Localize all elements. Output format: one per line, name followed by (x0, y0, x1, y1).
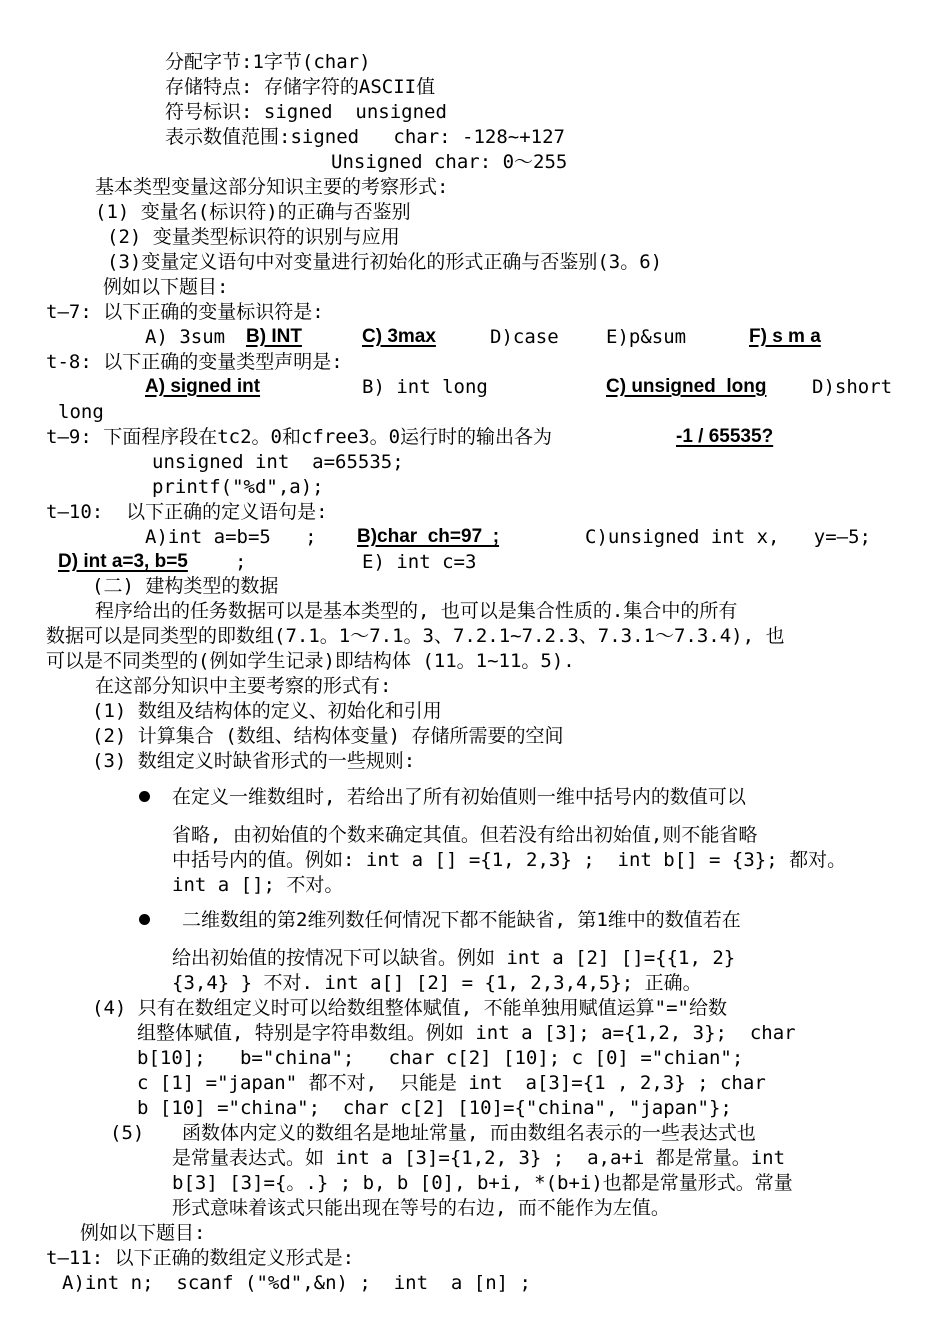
q10-option-d: D) int a=3, b=5 (58, 551, 188, 572)
text-line: int a []; 不对。 (172, 874, 344, 896)
q7-option-b: B) INT (246, 326, 302, 347)
text-line: b[3] [3]={。.} ; b, b [0], b+i, *(b+i)也都是常量形式。常量 (172, 1172, 793, 1194)
q10-option-d-semicolon: ; (235, 551, 247, 573)
bullet-icon (139, 791, 150, 802)
text-line: long (58, 401, 104, 423)
text-line: 可以是不同类型的(例如学生记录)即结构体 (11。1~11。5). (46, 650, 575, 672)
code-line: printf("%d",a); (152, 476, 324, 498)
q10-option-a: A)int a=b=5 ; (145, 526, 317, 548)
q8-option-b: B) int long (362, 376, 488, 398)
section-heading: (二) 建构类型的数据 (92, 575, 279, 597)
text-line: c [1] ="japan" 都不对, 只能是 int a[3]={1 , 2,3} ; char (137, 1072, 766, 1094)
question-heading: t—10: 以下正确的定义语句是: (46, 501, 328, 523)
question-heading: t—9: 下面程序段在tc2。0和cfree3。0运行时的输出各为 (46, 426, 553, 448)
q10-option-c: C)unsigned int x, y=—5; (585, 526, 871, 548)
question-heading: t—7: 以下正确的变量标识符是: (46, 301, 324, 323)
text-line: 基本类型变量这部分知识主要的考察形式: (95, 176, 449, 198)
list-item: (1) 数组及结构体的定义、初始化和引用 (92, 700, 442, 722)
text-line: 组整体赋值, 特别是字符串数组。例如 int a [3]; a={1,2, 3}; char (137, 1022, 796, 1044)
q7-option-f: F) s m a (749, 326, 821, 347)
q10-option-b: B)char ch=97 ; (357, 526, 500, 547)
text-line: {3,4} } 不对. int a[] [2] = {1, 2,3,4,5}; 正确。 (172, 972, 702, 994)
text-line: 在这部分知识中主要考察的形式有: (95, 675, 392, 697)
q8-option-c: C) unsigned long (606, 376, 767, 397)
text-line: 形式意味着该式只能出现在等号的右边, 而不能作为左值。 (172, 1197, 670, 1219)
question-heading: t-8: 以下正确的变量类型声明是: (46, 351, 343, 373)
q8-option-d: D)short (812, 376, 893, 398)
text-line: 二维数组的第2维列数任何情况下都不能缺省, 第1维中的数值若在 (182, 909, 741, 931)
list-item: (3) 数组定义时缺省形式的一些规则: (92, 750, 416, 772)
code-line: unsigned int a=65535; (152, 451, 404, 473)
bullet-icon (139, 914, 150, 925)
text-line: 在定义一维数组时, 若给出了所有初始值则一维中括号内的数值可以 (172, 786, 746, 808)
question-heading: t—11: 以下正确的数组定义形式是: (46, 1247, 355, 1269)
q7-option-e: E)p&sum (606, 326, 687, 348)
text-line: 省略, 由初始值的个数来确定其值。但若没有给出初始值,则不能省略 (172, 824, 758, 846)
text-line: 例如以下题目: (80, 1222, 206, 1244)
text-line: 例如以下题目: (103, 276, 229, 298)
list-number: (5) (110, 1122, 145, 1144)
list-item: (2) 计算集合 (数组、结构体变量) 存储所需要的空间 (92, 725, 564, 747)
q7-option-c: C) 3max (362, 326, 436, 347)
text-line: Unsigned char: 0～255 (331, 151, 568, 173)
code-line: A)int n; scanf ("%d",&n) ; int a [n] ; (62, 1272, 531, 1294)
text-line: 给出初始值的按情况下可以缺省。例如 int a [2] []={{1, 2} (172, 947, 736, 969)
q9-answer: -1 / 65535? (676, 426, 774, 447)
q8-option-a: A) signed int (145, 376, 261, 397)
text-line: (1) 变量名(标识符)的正确与否鉴别 (95, 201, 411, 223)
text-line: 是常量表达式。如 int a [3]={1,2, 3} ; a,a+i 都是常量。int (172, 1147, 786, 1169)
text-line: (2) 变量类型标识符的识别与应用 (107, 226, 400, 248)
text-line: 中括号内的值。例如: int a [] ={1, 2,3} ; int b[] = {3}; 都对。 (172, 849, 847, 871)
text-line: 函数体内定义的数组名是地址常量, 而由数组名表示的一些表达式也 (182, 1122, 756, 1144)
text-line: 分配字节:1字节(char) (165, 51, 371, 73)
text-line: b [10] ="china"; char c[2] [10]={"china", "japan"}; (137, 1097, 732, 1119)
text-line: b[10]; b="china"; char c[2] [10]; c [0] ="chian"; (137, 1047, 744, 1069)
q10-option-e: E) int c=3 (362, 551, 477, 573)
text-line: 数据可以是同类型的即数组(7.1。1～7.1。3、7.2.1~7.2.3、7.3.1～7.3.4), 也 (46, 625, 785, 647)
text-line: 程序给出的任务数据可以是基本类型的, 也可以是集合性质的.集合中的所有 (95, 600, 738, 622)
text-line: 表示数值范围:signed char: -128~+127 (165, 126, 565, 148)
q7-option-d: D)case (490, 326, 559, 348)
text-line: (3)变量定义语句中对变量进行初始化的形式正确与否鉴别(3。6) (107, 251, 663, 273)
q7-option-a: A) 3sum (145, 326, 226, 348)
text-line: 符号标识: signed unsigned (165, 101, 447, 123)
list-item: (4) 只有在数组定义时可以给数组整体赋值, 不能单独用赋值运算"="给数 (92, 997, 727, 1019)
text-line: 存储特点: 存储字符的ASCII值 (165, 76, 436, 98)
